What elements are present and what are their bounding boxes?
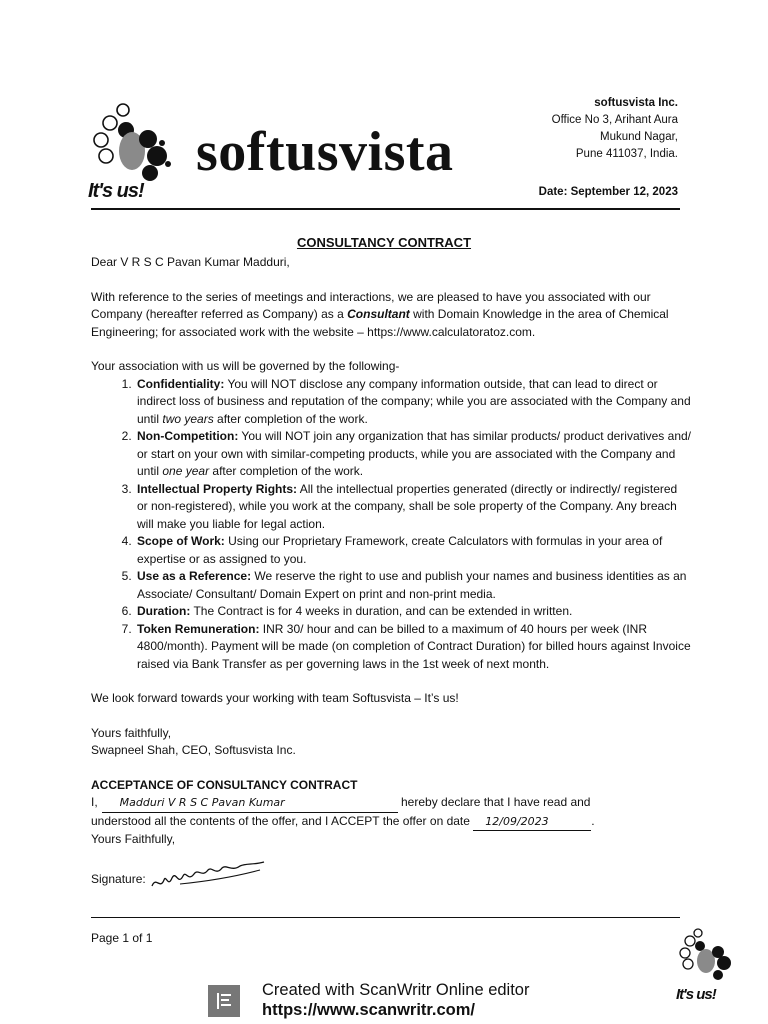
company-name: softusvista Inc. (594, 97, 678, 109)
scanwritr-logo-icon (208, 985, 240, 1017)
term-label: Confidentiality: (137, 376, 225, 391)
yours-faithfully: Yours faithfully, (91, 725, 172, 740)
list-item (135, 603, 691, 621)
page-number: Page 1 of 1 (91, 931, 153, 945)
acceptance-end: . (591, 813, 595, 828)
term-text: You will NOT disclose any company information outside, that can lead to direct or indirect loss of business and reputation of the company; while you are associated with the Company and until (137, 376, 691, 426)
acceptance-line-2 (91, 813, 691, 832)
acceptance-text: understood all the contents of the offer, and I ACCEPT the offer on date (91, 813, 474, 828)
term-emphasis: two years (162, 411, 214, 426)
company-address (552, 95, 678, 163)
closing-line: We look forward towards your working with team Softusvista – It’s us! (91, 691, 459, 705)
term-label: Non-Competition: (137, 429, 239, 443)
signature-label: Signature: (91, 872, 146, 886)
term-label: Intellectual Property Rights: (137, 481, 298, 496)
acceptance-i: I, (91, 795, 98, 809)
terms-list (91, 376, 691, 674)
intro-text: With reference to the series of meetings and interactions, we are pleased to have you associated with our Company (hereafter referred as Company) as a (91, 289, 651, 321)
list-item (135, 621, 691, 674)
scanwritr-credit: Created with ScanWritr Online editor (262, 981, 530, 999)
term-text: INR 30/ hour and can be billed to a maximum of 40 hours per week (INR 4800/month). Payment will be made (on completion of Contract Duration) for billed hours against Invoice raised via Bank Transfer as per governing laws in the 1st week of next month. (137, 621, 691, 671)
signer-line: Swapneel Shah, CEO, Softusvista Inc. (91, 743, 296, 757)
acceptance-declare: hereby declare that I have read and (397, 795, 591, 809)
header-divider (91, 208, 680, 210)
handwritten-signature[interactable] (150, 856, 270, 901)
term-text: The Contract is for 4 weeks in duration, and can be extended in written. (190, 604, 573, 618)
acceptance-heading: ACCEPTANCE OF CONSULTANCY CONTRACT (91, 777, 358, 792)
footer-divider (91, 917, 680, 918)
letter-body (91, 254, 691, 849)
logo-tagline: It's us! (88, 180, 144, 202)
term-label: Token Remuneration: (137, 621, 260, 636)
term-text-end: after completion of the work. (209, 464, 364, 478)
list-item (135, 428, 691, 481)
acceptance-date-field[interactable]: 12/09/2023 (485, 814, 549, 828)
term-emphasis: one year (162, 464, 210, 478)
term-text: All the intellectual properties generated (directly or indirectly/ registered or non-registered), while you work at the company, shall be sole property of the Company. Any breach will make you liable for legal action. (137, 481, 678, 531)
term-text: We reserve the right to use and publish your names and business identities as an Associate/ Consultant/ Domain Expert on print and non-print media. (137, 569, 687, 601)
footer-logo-tagline: It's us! (676, 986, 716, 1003)
address-line: Office No 3, Arihant Aura (551, 114, 678, 126)
term-text: You will NOT join any organization that has similar products/ product derivatives and/ or start on your own with similar-competing products, while you are associated with the Company and until (137, 429, 691, 478)
list-item (135, 481, 691, 534)
company-logo (86, 100, 196, 210)
intro-role: Consultant (347, 307, 410, 321)
intro-paragraph (91, 289, 691, 342)
letter-date: Date: September 12, 2023 (538, 186, 678, 198)
footer-logo (676, 928, 746, 1006)
list-item (135, 568, 691, 603)
document-title: CONSULTANCY CONTRACT (296, 235, 472, 250)
intro-text-end: with Domain Knowledge in the area of Chemical Engineering; for associated work with the website – https://www.calculatoratoz.com. (91, 307, 669, 339)
governed-line: Your association with us will be governed by the following- (91, 359, 400, 373)
term-label: Scope of Work: (137, 534, 225, 548)
signature-icon (150, 856, 270, 896)
acceptance-yours: Yours Faithfully, (91, 832, 176, 846)
scanwritr-link[interactable]: https://www.scanwritr.com/ (262, 1001, 476, 1019)
term-text: Using our Proprietary Framework, create Calculators with formulas in your area of expertise or as assigned to you. (137, 534, 663, 566)
salutation: Dear V R S C Pavan Kumar Madduri, (91, 255, 290, 269)
term-label: Use as a Reference: (137, 569, 252, 583)
footer-logo-circles-icon (676, 928, 746, 988)
company-wordmark: softusvista (196, 121, 454, 183)
term-label: Duration: (137, 604, 191, 618)
acceptance-line-1 (91, 794, 691, 813)
address-line: Mukund Nagar, (600, 131, 678, 143)
list-item (135, 376, 691, 429)
list-item (135, 533, 691, 568)
term-text-end: after completion of the work. (213, 411, 368, 426)
address-line: Pune 411037, India. (575, 148, 678, 160)
consultant-name-field[interactable]: Madduri V R S C Pavan Kumar (119, 796, 285, 809)
